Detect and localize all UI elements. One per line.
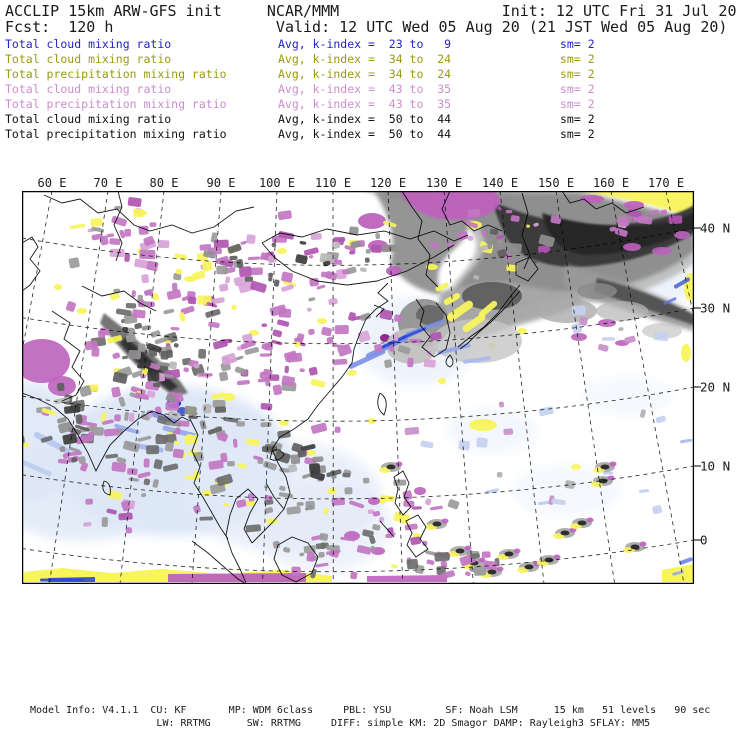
legend-row bbox=[0, 52, 740, 67]
lon-label: 100 E bbox=[258, 176, 296, 190]
lon-label: 70 E bbox=[93, 176, 123, 190]
lon-label: 170 E bbox=[647, 176, 685, 190]
legend-kindex: Avg, k-index = 23 to 9 bbox=[278, 37, 452, 51]
lat-label: 10 N bbox=[700, 458, 731, 474]
lon-label: 120 E bbox=[369, 176, 407, 190]
lat-label: 20 N bbox=[700, 379, 731, 395]
legend-sm: sm= 2 bbox=[560, 52, 595, 66]
legend-sm: sm= 2 bbox=[560, 112, 595, 126]
lon-label: 110 E bbox=[314, 176, 352, 190]
legend-row bbox=[0, 127, 740, 142]
legend-label: Total cloud mixing ratio bbox=[5, 82, 172, 96]
legend-sm: sm= 2 bbox=[560, 67, 595, 81]
lon-label: 80 E bbox=[149, 176, 179, 190]
lon-label: 130 E bbox=[425, 176, 463, 190]
legend-kindex: Avg, k-index = 43 to 35 bbox=[278, 82, 452, 96]
legend-kindex: Avg, k-index = 34 to 24 bbox=[278, 52, 452, 66]
legend-label: Total cloud mixing ratio bbox=[5, 37, 172, 51]
lat-label: 40 N bbox=[700, 220, 731, 236]
legend-label: Total precipitation mixing ratio bbox=[5, 67, 227, 81]
legend-row bbox=[0, 37, 740, 52]
legend-kindex: Avg, k-index = 50 to 44 bbox=[278, 127, 452, 141]
legend-row bbox=[0, 112, 740, 127]
legend-row bbox=[0, 82, 740, 97]
legend-label: Total precipitation mixing ratio bbox=[5, 127, 227, 141]
lon-label: 160 E bbox=[592, 176, 630, 190]
header-line-2: Fcst: 120 h Valid: 12 UTC Wed 05 Aug 20 (21 JST Wed 05 Aug 20) bbox=[5, 18, 728, 36]
legend-row bbox=[0, 67, 740, 82]
legend-label: Total cloud mixing ratio bbox=[5, 52, 172, 66]
legend-label: Total cloud mixing ratio bbox=[5, 112, 172, 126]
legend-sm: sm= 2 bbox=[560, 82, 595, 96]
legend-label: Total precipitation mixing ratio bbox=[5, 97, 227, 111]
lon-label: 140 E bbox=[481, 176, 519, 190]
lon-label: 150 E bbox=[537, 176, 575, 190]
header-line-1: ACCLIP 15km ARW-GFS init NCAR/MMM Init: 12 UTC Fri 31 Jul 20 bbox=[5, 2, 737, 20]
legend-row bbox=[0, 97, 740, 112]
legend-sm: sm= 2 bbox=[560, 127, 595, 141]
lat-label: 0 bbox=[700, 532, 708, 548]
weather-map bbox=[22, 191, 702, 584]
legend-kindex: Avg, k-index = 34 to 24 bbox=[278, 67, 452, 81]
lon-label: 90 E bbox=[206, 176, 236, 190]
legend-sm: sm= 2 bbox=[560, 97, 595, 111]
footer-line-1: Model Info: V4.1.1 CU: KF MP: WDM 6class PBL: YSU SF: Noah LSM 15 km 51 levels 90 sec bbox=[30, 705, 711, 716]
lat-label: 30 N bbox=[700, 300, 731, 316]
legend-kindex: Avg, k-index = 43 to 35 bbox=[278, 97, 452, 111]
footer-line-2: LW: RRTMG SW: RRTMG DIFF: simple KM: 2D Smagor DAMP: Rayleigh3 SFLAY: MM5 bbox=[30, 718, 651, 729]
legend-kindex: Avg, k-index = 50 to 44 bbox=[278, 112, 452, 126]
legend-sm: sm= 2 bbox=[560, 37, 595, 51]
lon-label: 60 E bbox=[37, 176, 67, 190]
